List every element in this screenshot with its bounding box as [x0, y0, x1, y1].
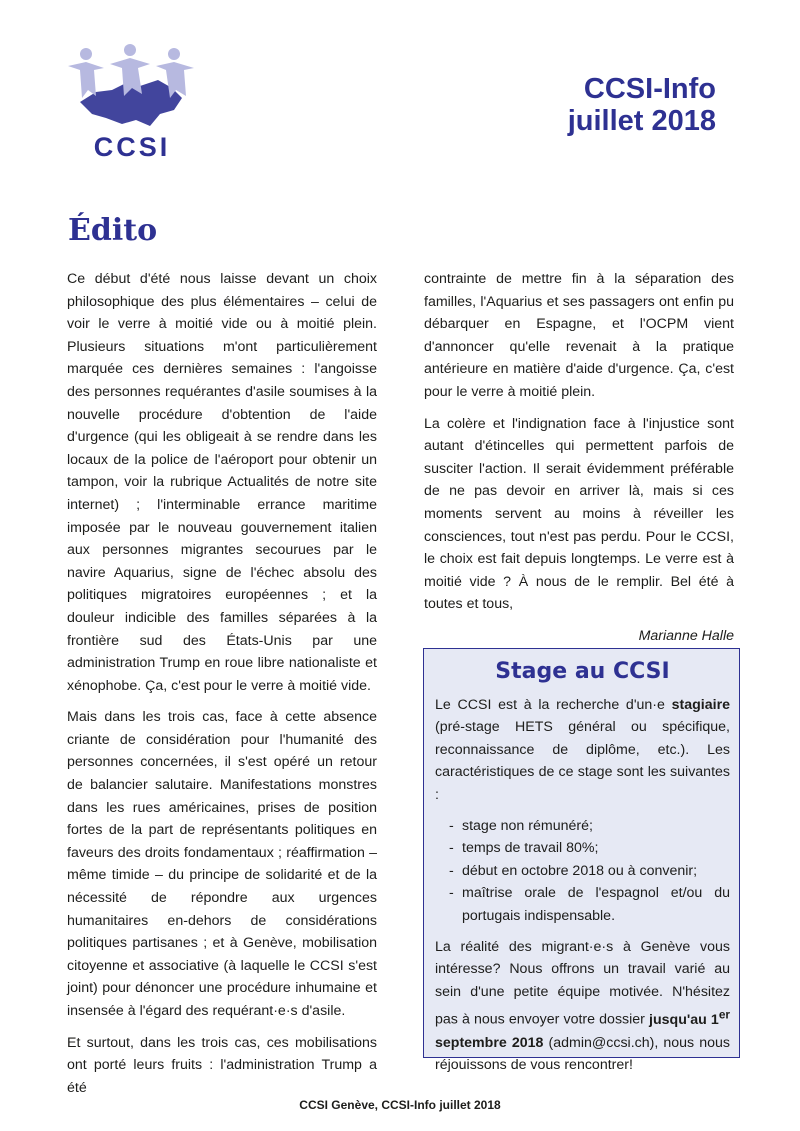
- title-line-1: CCSI-Info: [583, 73, 716, 105]
- edito-left-column: [67, 268, 377, 1108]
- page-footer: CCSI Genève, CCSI-Info juillet 2018: [299, 1098, 501, 1112]
- edito-right-column: [424, 268, 734, 648]
- stage-requirements-list: [435, 815, 730, 928]
- logo-figures-icon: [66, 40, 198, 132]
- title-line-2: juillet 2018: [567, 105, 716, 137]
- stage-closing-text-2: (admin@ccsi.ch), nous nous réjouissons de vous rencontrer!: [435, 1034, 730, 1074]
- list-item: - maîtrise orale de l'espagnol et/ou du portugais indispensable.: [452, 882, 730, 927]
- list-item: - stage non rémunéré;: [452, 815, 730, 838]
- stage-intro-text: Le CCSI est à la recherche d'un·e: [435, 696, 672, 713]
- edito-paragraph: Mais dans les trois cas, face à cette absence criante de considération pour l'humanité des personnes concernées, il s'est opéré un retour de balancier salutaire. Manifestations monstres dans les rues américaines, prises de position fortes de la part de représentants politiques en faveurs des droits fondamentaux ; réaffirmation – même timide – du principe de solidarité et de la nécessité de répondre aux urgences humanitaires en-dehors de considérations politiques partisanes ; et à Genève, mobilisation citoyenne et associative (à laquelle le CCSI s'est joint) pour dénoncer une procédure inhumaine et insensée à l'égard des requérant·e·s d'asile.: [67, 709, 377, 1019]
- logo-text: CCSI: [93, 132, 171, 162]
- stage-intro: [435, 694, 730, 807]
- stage-intro-bold: stagiaire: [671, 696, 730, 713]
- edito-paragraph: Et surtout, dans les trois cas, ces mobilisations ont porté leurs fruits : l'administration Trump a été: [67, 1034, 377, 1096]
- stage-closing-text: La réalité des migrant·e·s à Genève vous intéresse? Nous offrons un travail varié au sein d'une petite équipe motivée. N'hésitez pas à nous envoyer votre dossier: [435, 938, 730, 1029]
- stage-intro-text-2: (pré-stage HETS général ou spécifique, reconnaissance de diplôme, etc.). Les caractéristiques de ce stage sont les suivantes :: [435, 719, 730, 803]
- stage-heading: Stage au CCSI: [495, 659, 670, 684]
- stage-box: [423, 648, 740, 1074]
- signature: Marianne Halle: [638, 627, 734, 644]
- deadline-part-1: jusqu'au 1: [649, 1012, 719, 1029]
- edito-paragraph: Ce début d'été nous laisse devant un choix philosophique des plus élémentaires – celui de voir le verre à moitié vide ou à moitié plein. Plusieurs situations m'ont particulièrement marquée ces dernières semaines : l'angoisse des personnes requérantes d'asile soumises à la nouvelle procédure d'obtention de l'aide d'urgence (qui les obligeait à se rendre dans les locaux de la police de l'aéroport pour obtenir un tampon, voir la rubrique Actualités de notre site internet) ; l'interminable errance maritime imposée par le nouveau gouvernement italien aux personnes migrantes secourues par le navire Aquarius, signe de l'échec absolu des politiques migratoires européennes ; et la douleur indicible des familles séparées à la frontière sud des États-Unis par une administration Trump en roue libre nationaliste et xénophobe. Ça, c'est pour le verre à moitié vide.: [67, 271, 377, 694]
- list-item: - début en octobre 2018 ou à convenir;: [452, 860, 730, 883]
- newsletter-title: [568, 73, 716, 137]
- edito-heading: Édito: [68, 213, 158, 248]
- stage-closing: [435, 936, 730, 1077]
- edito-paragraph: La colère et l'indignation face à l'injustice sont autant d'étincelles qui permettent parfois de susciter l'action. Il serait évidemment préférable de ne pas devoir en arriver là, mais si ces moments servent au moins à réveiller les consciences, tout n'est pas perdu. Pour le CCSI, le choix est fait depuis longtemps. Le verre est à moitié vide ? À nous de le remplir. Bel été à toutes et tous,: [424, 415, 734, 613]
- list-item: - temps de travail 80%;: [452, 837, 730, 860]
- ccsi-logo: [66, 40, 198, 165]
- deadline-part-2: septembre 2018: [435, 1034, 544, 1051]
- edito-paragraph: contrainte de mettre fin à la séparation des familles, l'Aquarius et ses passagers ont enfin pu débarquer en Espagne, et l'OCPM vient d'annoncer qu'elle revenait à la pratique antérieure en matière d'aide d'urgence. Ça, c'est pour le verre à moitié plein.: [424, 271, 734, 400]
- deadline-sup: er: [718, 1007, 730, 1022]
